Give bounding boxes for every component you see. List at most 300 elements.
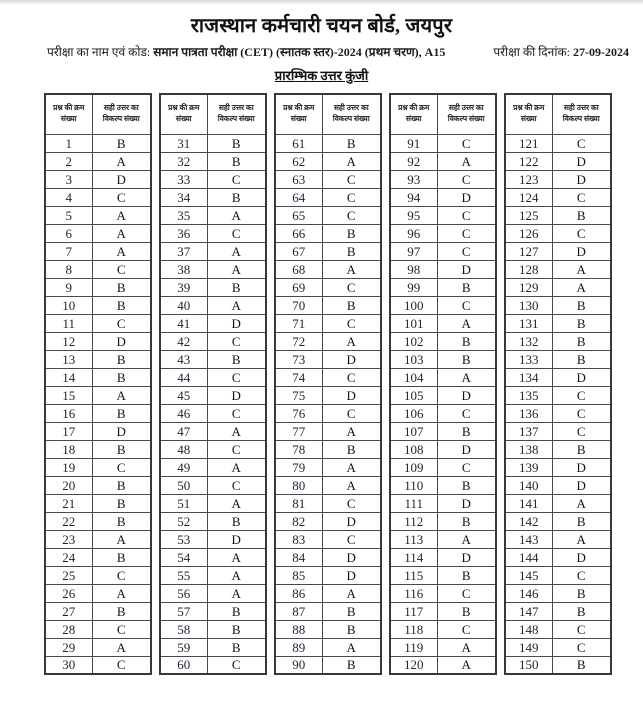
- question-number-cell: 97: [390, 242, 437, 260]
- answer-option-cell: A: [437, 530, 496, 548]
- answer-row: [390, 512, 496, 530]
- answer-option-cell: C: [437, 206, 496, 224]
- answer-option-cell: C: [437, 404, 496, 422]
- answer-option-cell: C: [92, 188, 151, 206]
- answer-option-cell: B: [552, 584, 611, 602]
- answer-row: [275, 548, 381, 566]
- answer-option-cell: C: [207, 170, 266, 188]
- question-number-cell: 74: [275, 368, 322, 386]
- question-number-cell: 121: [505, 134, 552, 152]
- answer-option-cell: D: [437, 440, 496, 458]
- answer-row: [505, 242, 611, 260]
- question-number-cell: 123: [505, 170, 552, 188]
- question-number-header: प्रश्न की क्रम संख्या: [160, 94, 207, 134]
- answer-option-cell: A: [92, 530, 151, 548]
- answer-row: [275, 584, 381, 602]
- answer-row: [45, 494, 151, 512]
- answer-row: [275, 566, 381, 584]
- answer-option-cell: A: [437, 314, 496, 332]
- answer-option-cell: C: [322, 170, 381, 188]
- answer-option-cell: C: [322, 278, 381, 296]
- answer-option-cell: D: [552, 458, 611, 476]
- question-number-cell: 118: [390, 620, 437, 638]
- answer-option-cell: A: [322, 260, 381, 278]
- question-number-cell: 4: [45, 188, 92, 206]
- answer-row: [45, 332, 151, 350]
- question-number-cell: 59: [160, 638, 207, 656]
- question-number-cell: 136: [505, 404, 552, 422]
- question-number-cell: 37: [160, 242, 207, 260]
- answer-option-cell: A: [322, 422, 381, 440]
- answer-option-cell: D: [207, 314, 266, 332]
- answer-option-cell: B: [552, 314, 611, 332]
- question-number-cell: 22: [45, 512, 92, 530]
- answer-option-cell: C: [552, 638, 611, 656]
- answer-row: [160, 206, 266, 224]
- answer-row: [505, 314, 611, 332]
- answer-option-cell: C: [322, 314, 381, 332]
- answer-option-cell: B: [552, 440, 611, 458]
- question-number-cell: 109: [390, 458, 437, 476]
- question-number-header: प्रश्न की क्रम संख्या: [390, 94, 437, 134]
- question-number-cell: 96: [390, 224, 437, 242]
- exam-name-value: समान पात्रता परीक्षा (CET) (स्नातक स्तर)-2024 (प्रथम चरण), A15: [153, 45, 446, 59]
- answer-row: [505, 584, 611, 602]
- question-number-cell: 133: [505, 350, 552, 368]
- answer-option-cell: B: [207, 188, 266, 206]
- question-number-cell: 108: [390, 440, 437, 458]
- answer-row: [160, 134, 266, 152]
- answer-row: [275, 314, 381, 332]
- question-number-cell: 81: [275, 494, 322, 512]
- answer-row: [275, 332, 381, 350]
- answer-row: [45, 602, 151, 620]
- question-number-cell: 143: [505, 530, 552, 548]
- question-number-cell: 103: [390, 350, 437, 368]
- answer-row: [160, 278, 266, 296]
- answer-option-cell: C: [437, 134, 496, 152]
- question-number-cell: 77: [275, 422, 322, 440]
- answer-option-cell: A: [207, 242, 266, 260]
- answer-row: [505, 530, 611, 548]
- answer-option-cell: A: [552, 530, 611, 548]
- answer-option-cell: A: [437, 368, 496, 386]
- question-number-cell: 9: [45, 278, 92, 296]
- question-number-cell: 129: [505, 278, 552, 296]
- answer-option-cell: A: [92, 206, 151, 224]
- answer-row: [505, 440, 611, 458]
- answer-row: [390, 602, 496, 620]
- answer-row: [160, 368, 266, 386]
- answer-row: [45, 314, 151, 332]
- question-number-cell: 147: [505, 602, 552, 620]
- answer-option-cell: A: [322, 476, 381, 494]
- answer-row: [45, 584, 151, 602]
- question-number-cell: 87: [275, 602, 322, 620]
- answer-option-cell: B: [92, 494, 151, 512]
- answer-row: [160, 350, 266, 368]
- question-number-cell: 98: [390, 260, 437, 278]
- question-number-cell: 54: [160, 548, 207, 566]
- answer-key-table-header: [45, 94, 151, 134]
- question-number-cell: 135: [505, 386, 552, 404]
- answer-option-cell: B: [552, 656, 611, 674]
- question-number-cell: 63: [275, 170, 322, 188]
- answer-row: [275, 206, 381, 224]
- answer-option-cell: C: [207, 656, 266, 674]
- answer-row: [275, 170, 381, 188]
- answer-row: [390, 656, 496, 674]
- answer-option-cell: B: [207, 134, 266, 152]
- answer-row: [160, 422, 266, 440]
- question-number-cell: 145: [505, 566, 552, 584]
- answer-option-cell: B: [552, 350, 611, 368]
- answer-option-cell: B: [92, 134, 151, 152]
- answer-option-cell: A: [207, 566, 266, 584]
- answer-option-cell: D: [92, 332, 151, 350]
- question-number-cell: 46: [160, 404, 207, 422]
- correct-answer-header: सही उत्तर का विकल्प संख्या: [92, 94, 151, 134]
- question-number-cell: 24: [45, 548, 92, 566]
- answer-option-cell: D: [552, 242, 611, 260]
- answer-row: [160, 404, 266, 422]
- question-number-cell: 28: [45, 620, 92, 638]
- answer-row: [390, 476, 496, 494]
- question-number-cell: 127: [505, 242, 552, 260]
- answer-row: [390, 242, 496, 260]
- answer-row: [45, 296, 151, 314]
- answer-option-cell: C: [552, 188, 611, 206]
- answer-option-cell: D: [437, 494, 496, 512]
- answer-option-cell: B: [207, 512, 266, 530]
- answer-option-cell: C: [552, 566, 611, 584]
- answer-option-cell: B: [322, 224, 381, 242]
- question-number-cell: 61: [275, 134, 322, 152]
- answer-row: [45, 152, 151, 170]
- answer-option-cell: D: [322, 386, 381, 404]
- question-number-cell: 64: [275, 188, 322, 206]
- question-number-cell: 91: [390, 134, 437, 152]
- answer-option-cell: C: [207, 440, 266, 458]
- question-number-cell: 20: [45, 476, 92, 494]
- answer-row: [505, 566, 611, 584]
- answer-row: [160, 296, 266, 314]
- answer-row: [160, 242, 266, 260]
- question-number-cell: 95: [390, 206, 437, 224]
- answer-row: [505, 332, 611, 350]
- answer-option-cell: C: [437, 584, 496, 602]
- answer-option-cell: B: [92, 404, 151, 422]
- question-number-cell: 1: [45, 134, 92, 152]
- answer-row: [505, 458, 611, 476]
- question-number-cell: 18: [45, 440, 92, 458]
- answer-row: [390, 278, 496, 296]
- answer-row: [160, 152, 266, 170]
- answer-option-cell: D: [322, 566, 381, 584]
- question-number-cell: 17: [45, 422, 92, 440]
- answer-option-cell: A: [437, 656, 496, 674]
- question-number-cell: 41: [160, 314, 207, 332]
- answer-option-cell: A: [552, 278, 611, 296]
- question-number-cell: 50: [160, 476, 207, 494]
- answer-row: [45, 170, 151, 188]
- exam-name-label: परीक्षा का नाम एवं कोड:: [47, 45, 151, 59]
- question-number-cell: 44: [160, 368, 207, 386]
- answer-row: [390, 458, 496, 476]
- answer-option-cell: C: [552, 422, 611, 440]
- answer-row: [160, 584, 266, 602]
- question-number-cell: 146: [505, 584, 552, 602]
- answer-option-cell: C: [552, 134, 611, 152]
- question-number-cell: 34: [160, 188, 207, 206]
- answer-row: [505, 170, 611, 188]
- answer-option-cell: C: [207, 224, 266, 242]
- answer-option-cell: C: [552, 620, 611, 638]
- answer-row: [505, 224, 611, 242]
- answer-row: [45, 350, 151, 368]
- question-number-cell: 148: [505, 620, 552, 638]
- answer-key-table: [44, 93, 152, 675]
- answer-key-table: [159, 93, 267, 675]
- answer-option-cell: C: [207, 476, 266, 494]
- question-number-cell: 101: [390, 314, 437, 332]
- answer-option-cell: B: [207, 350, 266, 368]
- answer-option-cell: B: [322, 296, 381, 314]
- answer-row: [390, 134, 496, 152]
- question-number-cell: 35: [160, 206, 207, 224]
- question-number-cell: 140: [505, 476, 552, 494]
- answer-option-cell: B: [437, 566, 496, 584]
- answer-option-cell: D: [322, 350, 381, 368]
- answer-row: [390, 620, 496, 638]
- question-number-cell: 23: [45, 530, 92, 548]
- question-number-cell: 39: [160, 278, 207, 296]
- question-number-header: प्रश्न की क्रम संख्या: [45, 94, 92, 134]
- question-number-cell: 42: [160, 332, 207, 350]
- answer-row: [390, 206, 496, 224]
- answer-option-cell: C: [207, 332, 266, 350]
- answer-option-cell: A: [322, 332, 381, 350]
- answer-row: [275, 386, 381, 404]
- question-number-cell: 90: [275, 656, 322, 674]
- answer-row: [275, 440, 381, 458]
- answer-row: [390, 494, 496, 512]
- question-number-cell: 82: [275, 512, 322, 530]
- answer-option-cell: C: [92, 566, 151, 584]
- answer-option-cell: B: [207, 152, 266, 170]
- question-number-cell: 3: [45, 170, 92, 188]
- answer-option-cell: D: [92, 422, 151, 440]
- answer-option-cell: C: [92, 620, 151, 638]
- question-number-cell: 79: [275, 458, 322, 476]
- answer-row: [45, 260, 151, 278]
- answer-row: [390, 260, 496, 278]
- answer-row: [275, 368, 381, 386]
- question-number-cell: 134: [505, 368, 552, 386]
- answer-option-cell: D: [437, 548, 496, 566]
- question-number-cell: 124: [505, 188, 552, 206]
- answer-option-cell: C: [322, 368, 381, 386]
- answer-option-cell: B: [207, 278, 266, 296]
- answer-option-cell: A: [322, 638, 381, 656]
- question-number-cell: 25: [45, 566, 92, 584]
- question-number-cell: 78: [275, 440, 322, 458]
- question-number-cell: 114: [390, 548, 437, 566]
- answer-option-cell: D: [552, 548, 611, 566]
- answer-row: [505, 602, 611, 620]
- question-number-cell: 70: [275, 296, 322, 314]
- answer-row: [45, 620, 151, 638]
- question-number-cell: 40: [160, 296, 207, 314]
- answer-key-table: [504, 93, 612, 675]
- answer-row: [275, 134, 381, 152]
- question-number-cell: 119: [390, 638, 437, 656]
- question-number-cell: 10: [45, 296, 92, 314]
- answer-row: [45, 476, 151, 494]
- answer-option-cell: C: [92, 458, 151, 476]
- answer-row: [160, 188, 266, 206]
- answer-row: [160, 260, 266, 278]
- question-number-cell: 93: [390, 170, 437, 188]
- answer-row: [390, 404, 496, 422]
- answer-option-cell: B: [92, 350, 151, 368]
- question-number-cell: 5: [45, 206, 92, 224]
- question-number-cell: 33: [160, 170, 207, 188]
- answer-row: [275, 530, 381, 548]
- answer-option-cell: B: [437, 602, 496, 620]
- exam-date: [493, 43, 629, 60]
- question-number-cell: 71: [275, 314, 322, 332]
- answer-option-cell: A: [92, 224, 151, 242]
- answer-option-cell: D: [552, 476, 611, 494]
- answer-option-cell: C: [552, 404, 611, 422]
- answer-option-cell: C: [322, 206, 381, 224]
- question-number-cell: 99: [390, 278, 437, 296]
- answer-row: [45, 440, 151, 458]
- answer-option-cell: D: [552, 170, 611, 188]
- question-number-cell: 43: [160, 350, 207, 368]
- answer-row: [505, 476, 611, 494]
- question-number-cell: 88: [275, 620, 322, 638]
- question-number-cell: 149: [505, 638, 552, 656]
- answer-option-cell: A: [92, 584, 151, 602]
- question-number-cell: 21: [45, 494, 92, 512]
- question-number-cell: 141: [505, 494, 552, 512]
- answer-row: [390, 422, 496, 440]
- answer-row: [160, 620, 266, 638]
- question-number-cell: 122: [505, 152, 552, 170]
- question-number-cell: 131: [505, 314, 552, 332]
- answer-option-cell: A: [552, 494, 611, 512]
- answer-option-cell: B: [437, 278, 496, 296]
- answer-option-cell: C: [552, 386, 611, 404]
- answer-row: [505, 134, 611, 152]
- question-number-cell: 144: [505, 548, 552, 566]
- subtitle-line: [0, 60, 643, 85]
- answer-option-cell: D: [437, 188, 496, 206]
- question-number-cell: 57: [160, 602, 207, 620]
- answer-row: [45, 188, 151, 206]
- answer-option-cell: A: [207, 494, 266, 512]
- exam-date-label: परीक्षा की दिनांक:: [493, 45, 570, 59]
- question-number-cell: 29: [45, 638, 92, 656]
- answer-key-table-header: [275, 94, 381, 134]
- answer-row: [275, 602, 381, 620]
- answer-option-cell: A: [92, 386, 151, 404]
- question-number-cell: 110: [390, 476, 437, 494]
- answer-option-cell: B: [92, 440, 151, 458]
- answer-row: [505, 494, 611, 512]
- answer-row: [160, 656, 266, 674]
- answer-row: [505, 638, 611, 656]
- answer-option-cell: A: [322, 152, 381, 170]
- answer-option-cell: A: [322, 458, 381, 476]
- question-number-cell: 14: [45, 368, 92, 386]
- question-number-cell: 106: [390, 404, 437, 422]
- answer-option-cell: B: [92, 476, 151, 494]
- answer-option-cell: B: [322, 440, 381, 458]
- answer-row: [275, 638, 381, 656]
- question-number-cell: 75: [275, 386, 322, 404]
- question-number-header: प्रश्न की क्रम संख्या: [505, 94, 552, 134]
- answer-row: [45, 224, 151, 242]
- answer-row: [505, 206, 611, 224]
- answer-option-cell: A: [92, 152, 151, 170]
- answer-row: [160, 494, 266, 512]
- answer-row: [160, 638, 266, 656]
- question-number-cell: 85: [275, 566, 322, 584]
- answer-row: [505, 404, 611, 422]
- question-number-cell: 68: [275, 260, 322, 278]
- answer-row: [160, 314, 266, 332]
- answer-row: [390, 350, 496, 368]
- question-number-cell: 2: [45, 152, 92, 170]
- answer-option-cell: A: [207, 296, 266, 314]
- question-number-cell: 19: [45, 458, 92, 476]
- answer-option-cell: B: [437, 350, 496, 368]
- answer-option-cell: D: [207, 386, 266, 404]
- answer-option-cell: D: [552, 368, 611, 386]
- answer-row: [45, 566, 151, 584]
- answer-row: [275, 152, 381, 170]
- answer-row: [45, 530, 151, 548]
- question-number-cell: 137: [505, 422, 552, 440]
- answer-option-cell: B: [92, 296, 151, 314]
- question-number-cell: 104: [390, 368, 437, 386]
- answer-option-cell: B: [207, 638, 266, 656]
- answer-row: [45, 134, 151, 152]
- answer-row: [275, 458, 381, 476]
- answer-option-cell: C: [322, 188, 381, 206]
- question-number-cell: 65: [275, 206, 322, 224]
- answer-option-cell: D: [207, 530, 266, 548]
- question-number-cell: 62: [275, 152, 322, 170]
- answer-row: [160, 440, 266, 458]
- answer-row: [45, 548, 151, 566]
- question-number-cell: 55: [160, 566, 207, 584]
- answer-row: [390, 368, 496, 386]
- answer-row: [390, 548, 496, 566]
- question-number-cell: 51: [160, 494, 207, 512]
- answer-option-cell: B: [552, 602, 611, 620]
- answer-row: [275, 260, 381, 278]
- question-number-cell: 130: [505, 296, 552, 314]
- answer-option-cell: B: [92, 368, 151, 386]
- answer-row: [275, 224, 381, 242]
- correct-answer-header: सही उत्तर का विकल्प संख्या: [322, 94, 381, 134]
- question-number-cell: 128: [505, 260, 552, 278]
- question-number-cell: 69: [275, 278, 322, 296]
